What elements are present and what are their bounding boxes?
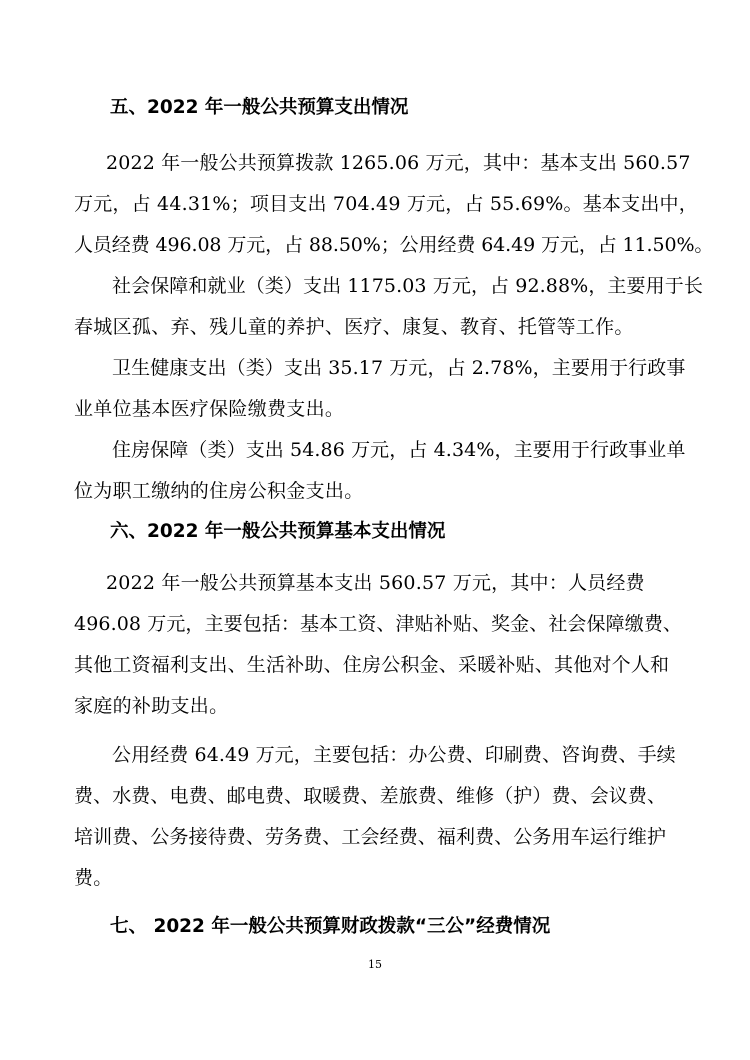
section-5-line-3: 人员经费 496.08 万元，占 88.50%；公用经费 64.49 万元，占 11.50%。: [74, 234, 714, 256]
section-6-line-5: 公用经费 64.49 万元，主要包括：办公费、印刷费、咨询费、手续: [112, 744, 676, 766]
section-5-line-4: 社会保障和就业（类）支出 1175.03 万元，占 92.88%，主要用于长: [112, 275, 703, 297]
section-6-line-6: 费、水费、电费、邮电费、取暖费、差旅费、维修（护）费、会议费、: [74, 785, 667, 807]
section-6-line-3: 其他工资福利支出、生活补助、住房公积金、采暖补贴、其他对个人和: [74, 654, 670, 676]
section-5-line-5: 春城区孤、弃、残儿童的养护、医疗、康复、教育、托管等工作。: [74, 316, 634, 338]
section-5-line-7: 业单位基本医疗保险缴费支出。: [74, 398, 345, 420]
section-5-line-2: 万元，占 44.31%；项目支出 704.49 万元，占 55.69%。基本支出中，: [74, 193, 698, 215]
section-6-heading: 六、2022 年一般公共预算基本支出情况: [110, 521, 446, 542]
section-6-line-1: 2022 年一般公共预算基本支出 560.57 万元，其中：人员经费: [106, 572, 645, 594]
section-6-line-7: 培训费、公务接待费、劳务费、工会经费、福利费、公务用车运行维护: [74, 826, 667, 848]
section-5-line-6: 卫生健康支出（类）支出 35.17 万元，占 2.78%，主要用于行政事: [112, 357, 686, 379]
section-5-line-8: 住房保障（类）支出 54.86 万元，占 4.34%，主要用于行政事业单: [112, 439, 686, 461]
section-7-heading: 七、 2022 年一般公共预算财政拨款“三公”经费情况: [110, 916, 551, 937]
section-5-heading: 五、2022 年一般公共预算支出情况: [110, 97, 409, 118]
section-5-line-9: 位为职工缴纳的住房公积金支出。: [74, 480, 364, 502]
section-6-line-8: 费。: [74, 867, 113, 889]
page-number: 15: [368, 958, 382, 971]
section-5-line-1: 2022 年一般公共预算拨款 1265.06 万元，其中：基本支出 560.57: [106, 152, 691, 174]
section-6-line-2: 496.08 万元，主要包括：基本工资、津贴补贴、奖金、社会保障缴费、: [74, 613, 683, 635]
section-6-line-4: 家庭的补助支出。: [74, 695, 229, 717]
